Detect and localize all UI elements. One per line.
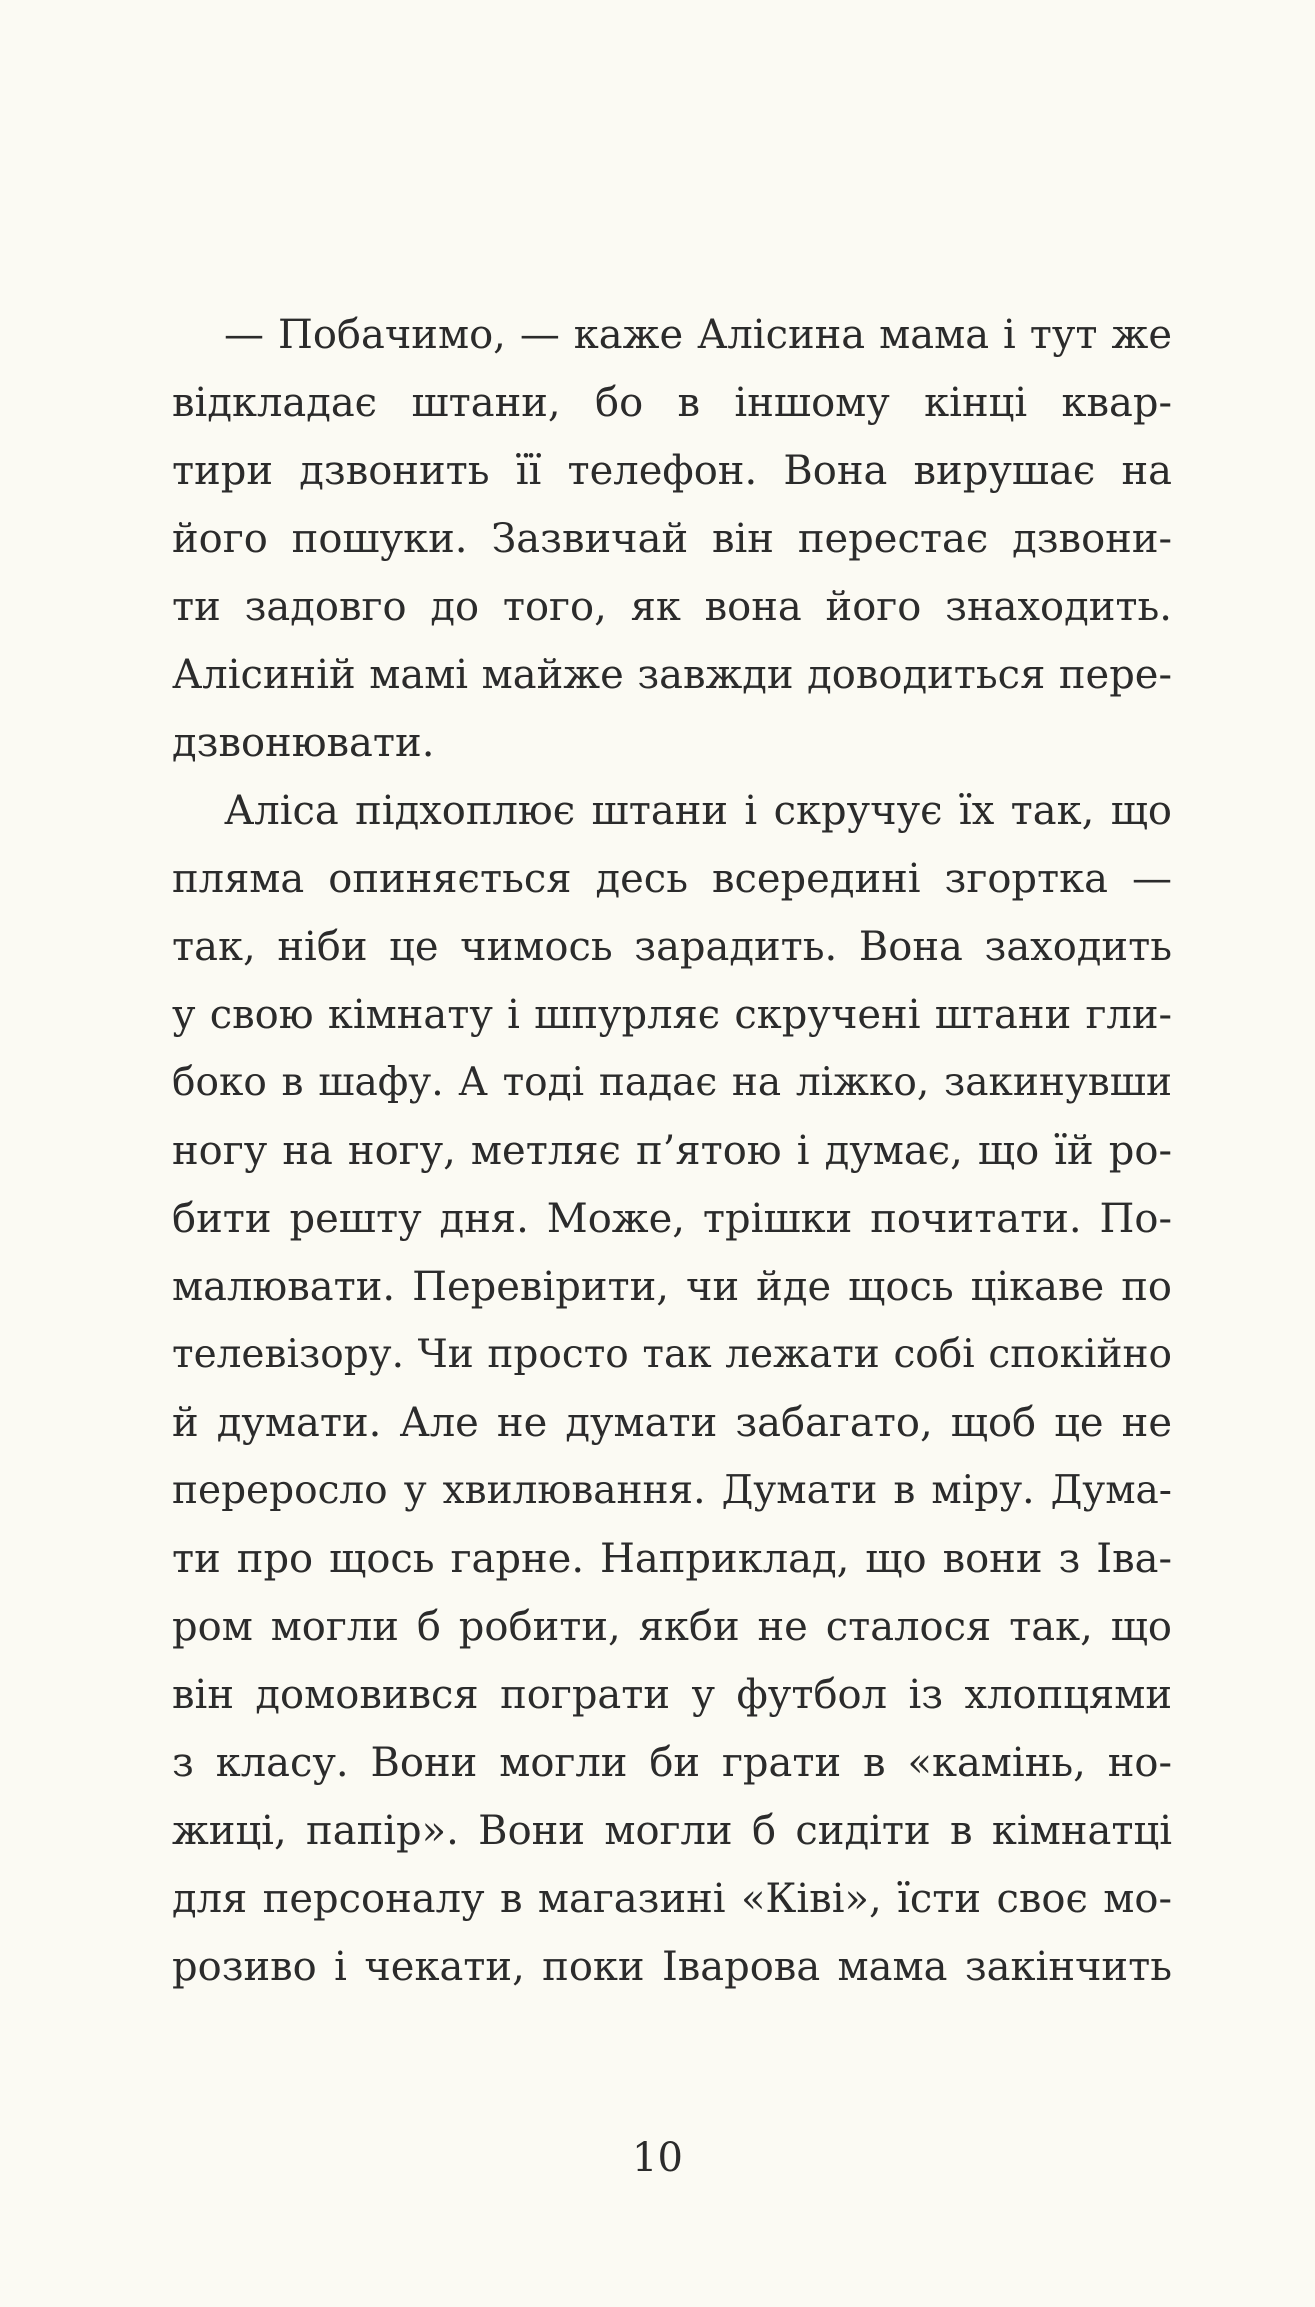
text-line: ти про щось гарне. Наприклад, що вони з Іва- — [172, 1536, 1172, 1582]
text-line: бити решту дня. Може, трішки почитати. По- — [172, 1196, 1172, 1242]
text-line: він домовився пограти у футбол із хлопцями — [172, 1672, 1172, 1718]
text-line: жиці, папір». Вони могли б сидіти в кімнатці — [172, 1808, 1172, 1854]
text-line: пляма опиняється десь всередині згортка — — [172, 856, 1172, 902]
text-line: Алісиній мамі майже завжди доводиться пере- — [172, 652, 1172, 698]
text-line: для персоналу в магазині «Ківі», їсти своє мо- — [172, 1876, 1172, 1922]
text-line: ти задовго до того, як вона його знаходить. — [172, 584, 1172, 630]
text-line: Аліса підхоплює штани і скручує їх так, що — [224, 788, 1172, 834]
text-line: тири дзвонить її телефон. Вона вирушає на — [172, 448, 1172, 494]
text-line: дзвонювати. — [172, 720, 435, 766]
text-line: телевізору. Чи просто так лежати собі спокійно — [172, 1332, 1172, 1377]
text-line: переросло у хвилювання. Думати в міру. Дума- — [172, 1468, 1172, 1513]
text-line: ногу на ногу, метляє п’ятою і думає, що їй ро- — [172, 1128, 1172, 1174]
text-line: так, ніби це чимось зарадить. Вона заходить — [172, 924, 1172, 970]
text-line: відкладає штани, бо в іншому кінці квар- — [172, 380, 1172, 426]
text-line: — Побачимо, — каже Алісина мама і тут же — [224, 312, 1172, 358]
page-number: 10 — [632, 2135, 683, 2181]
text-line: з класу. Вони могли би грати в «камінь, но- — [172, 1740, 1172, 1786]
text-line: ром могли б робити, якби не сталося так, що — [172, 1604, 1172, 1650]
text-line: у свою кімнату і шпурляє скручені штани гли- — [172, 992, 1172, 1038]
text-line: його пошуки. Зазвичай він перестає дзвони- — [172, 516, 1172, 562]
text-line: боко в шафу. А тоді падає на ліжко, закинувши — [172, 1060, 1172, 1105]
text-line: розиво і чекати, поки Іварова мама закінчить — [172, 1944, 1172, 1990]
text-line: малювати. Перевірити, чи йде щось цікаве по — [172, 1264, 1172, 1310]
text-line: й думати. Але не думати забагато, щоб це не — [172, 1400, 1172, 1446]
